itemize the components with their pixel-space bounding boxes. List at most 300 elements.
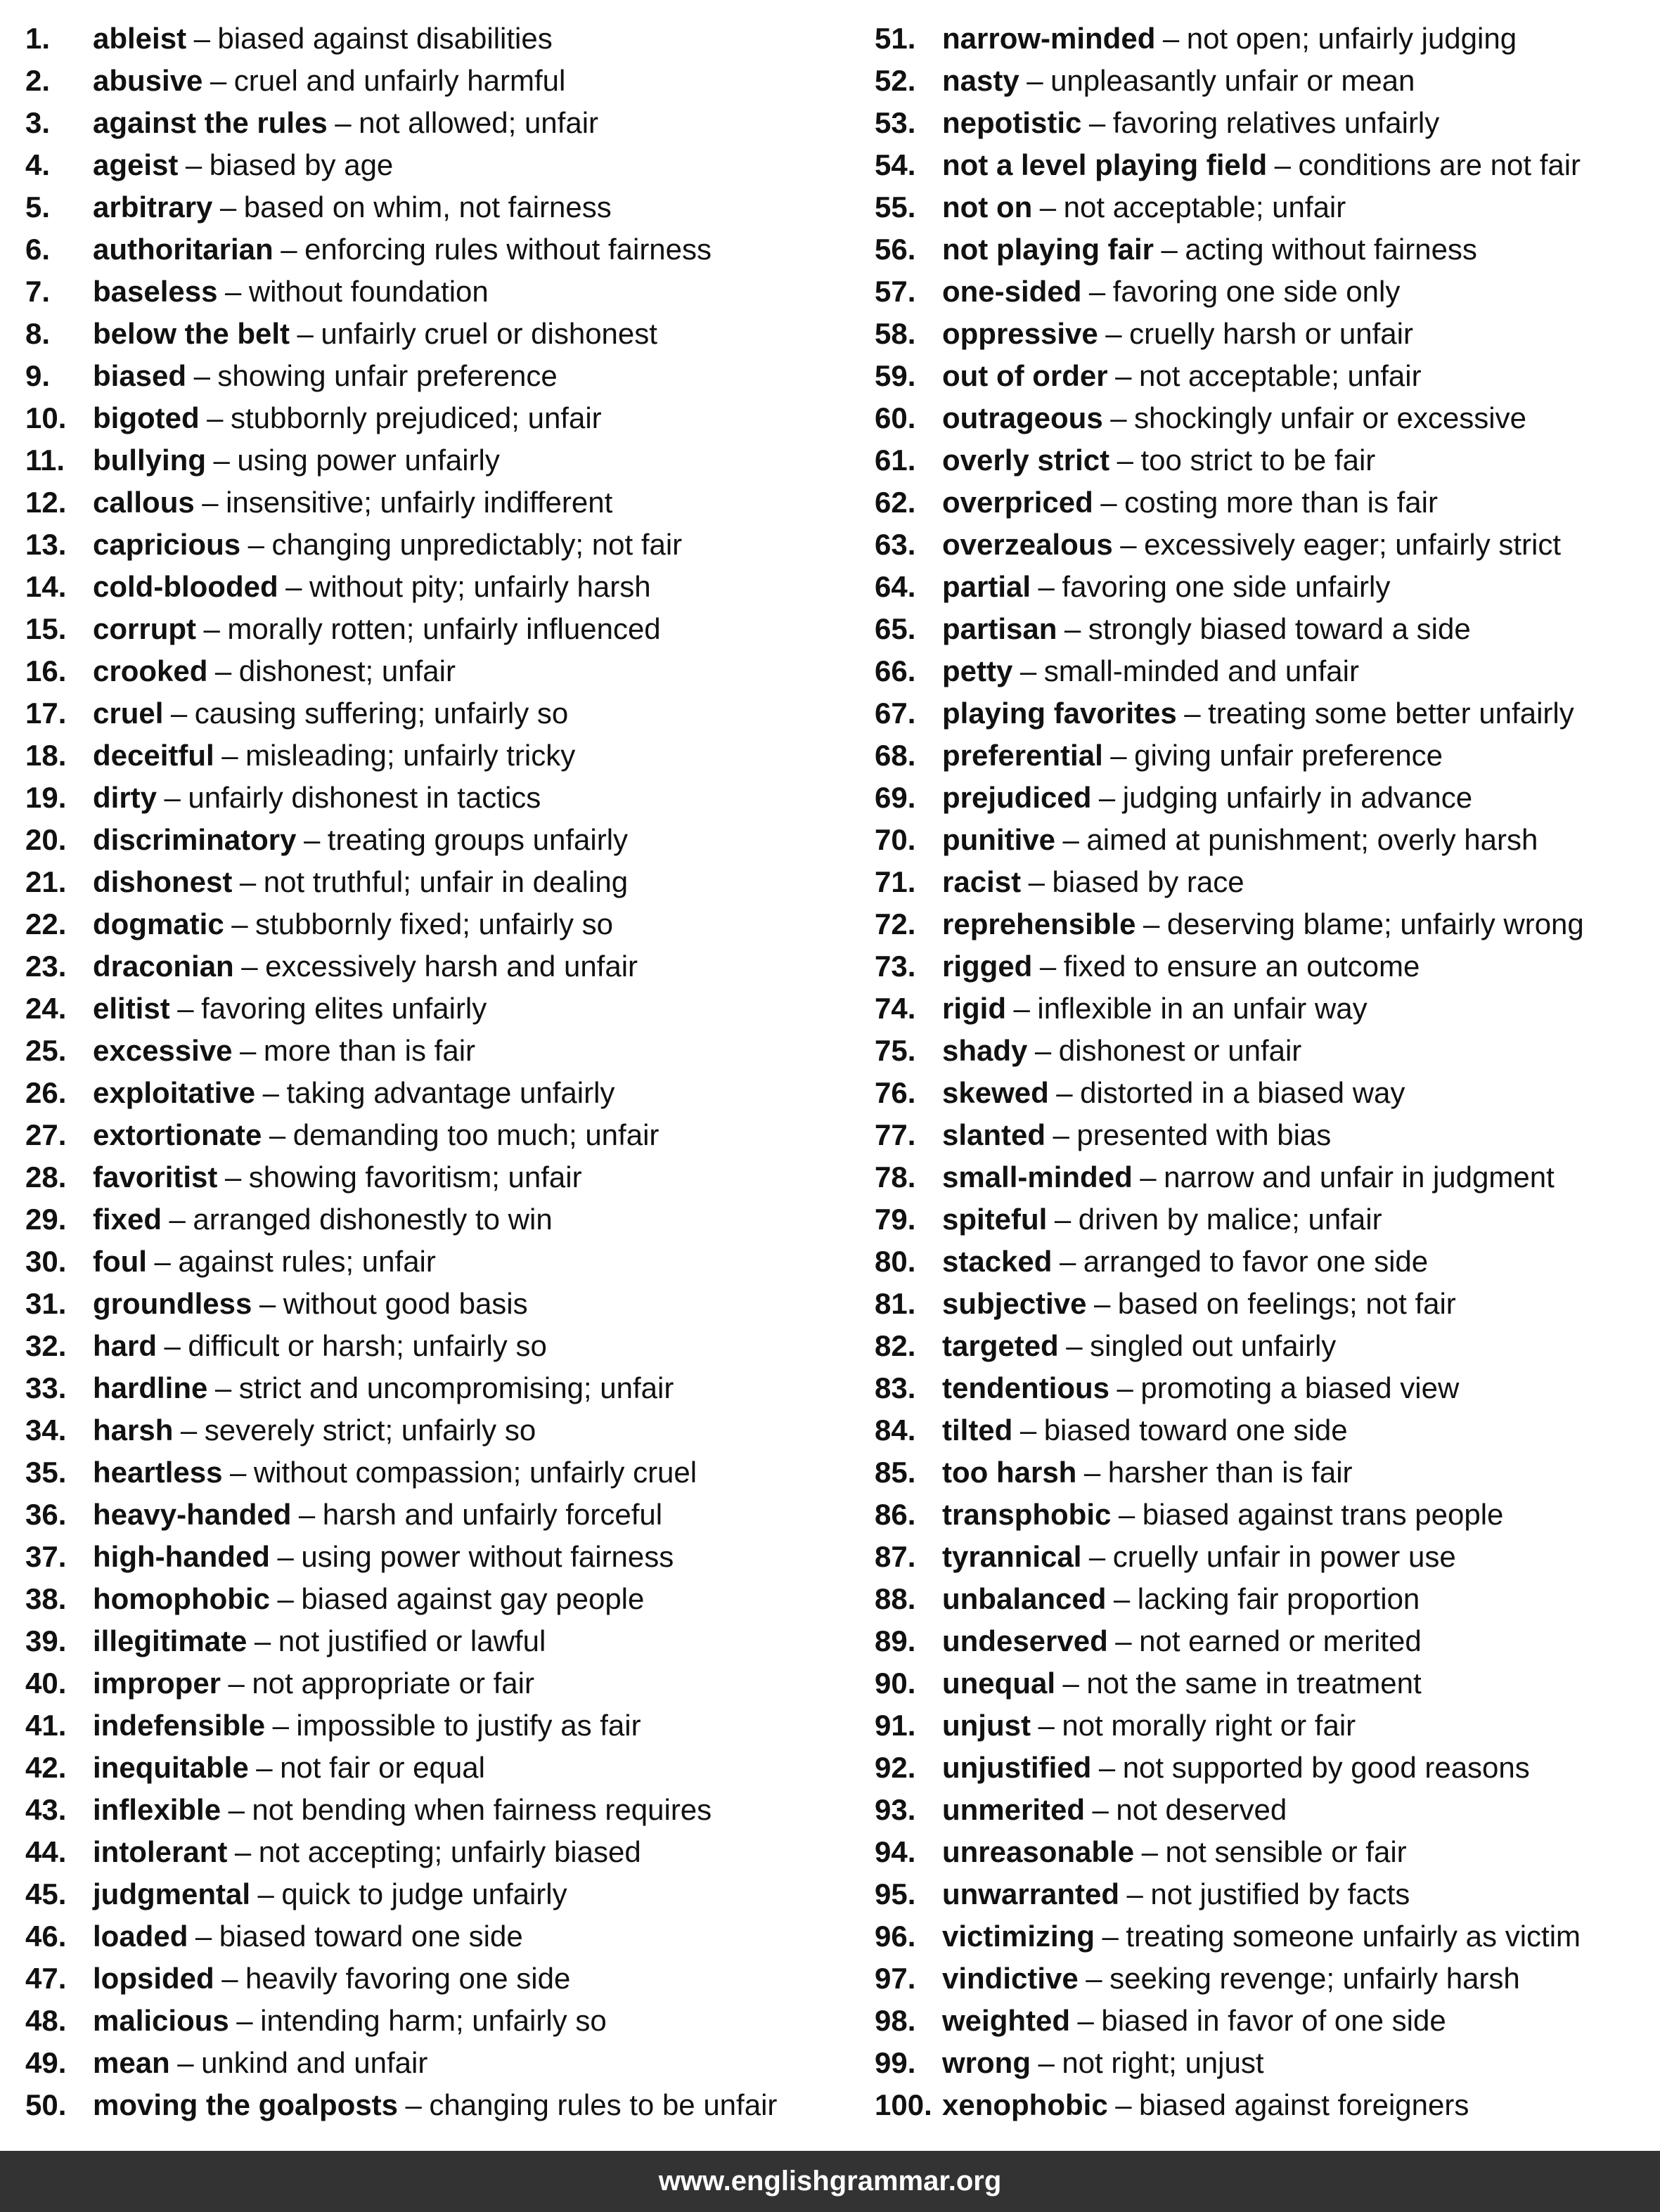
item-number: 3.: [25, 106, 51, 139]
item-definition: not truthful; unfair in dealing: [263, 865, 629, 898]
list-item: [875, 355, 1648, 397]
item-number: 60.: [875, 401, 916, 434]
item-definition: favoring one side only: [1112, 275, 1401, 308]
item-separator: –: [1117, 1371, 1133, 1404]
item-separator: –: [1105, 317, 1122, 350]
item-word: authoritarian: [93, 233, 274, 266]
list-item: [875, 988, 1648, 1030]
item-word: overpriced: [942, 486, 1093, 519]
item-number: 78.: [875, 1160, 916, 1194]
item-number: 13.: [25, 528, 67, 561]
item-word: ageist: [93, 148, 179, 181]
item-word: bigoted: [93, 401, 200, 434]
list-item: [875, 2000, 1648, 2042]
item-word: unequal: [942, 1667, 1056, 1700]
item-word: xenophobic: [942, 2088, 1108, 2121]
item-definition: strict and uncompromising; unfair: [238, 1371, 674, 1404]
item-separator: –: [203, 612, 220, 645]
item-number: 65.: [875, 612, 916, 645]
item-definition: unfairly dishonest in tactics: [188, 781, 541, 814]
item-word: partial: [942, 570, 1031, 603]
item-number: 98.: [875, 2004, 916, 2037]
item-definition: singled out unfairly: [1090, 1329, 1337, 1362]
list-item: [875, 1831, 1648, 1873]
item-separator: –: [1062, 1667, 1079, 1700]
item-definition: stubbornly prejudiced; unfair: [231, 401, 602, 434]
item-separator: –: [257, 1877, 274, 1910]
list-item: [875, 819, 1648, 861]
item-separator: –: [185, 148, 202, 181]
list-item: [25, 1536, 862, 1578]
item-number: 62.: [875, 486, 916, 519]
item-definition: severely strict; unfairly so: [204, 1414, 536, 1447]
list-item: [25, 945, 862, 988]
item-number: 37.: [25, 1540, 67, 1573]
item-definition: based on whim, not fairness: [243, 190, 612, 224]
item-definition: strongly biased toward a side: [1088, 612, 1471, 645]
item-definition: based on feelings; not fair: [1117, 1287, 1456, 1320]
item-number: 38.: [25, 1582, 67, 1615]
item-separator: –: [202, 486, 219, 519]
list-item: [25, 1620, 862, 1662]
list-item: [875, 1915, 1648, 1958]
item-word: baseless: [93, 275, 218, 308]
list-item: [875, 1662, 1648, 1705]
item-number: 91.: [875, 1709, 916, 1742]
list-item: [875, 186, 1648, 228]
item-definition: costing more than is fair: [1124, 486, 1438, 519]
item-number: 24.: [25, 992, 67, 1025]
list-item: [25, 1241, 862, 1283]
item-word: intolerant: [93, 1835, 228, 1868]
item-number: 72.: [875, 907, 916, 940]
item-number: 18.: [25, 739, 67, 772]
item-separator: –: [1039, 950, 1057, 983]
item-number: 46.: [25, 1920, 67, 1953]
item-separator: –: [1066, 1329, 1083, 1362]
item-definition: morally rotten; unfairly influenced: [227, 612, 661, 645]
item-definition: seeking revenge; unfairly harsh: [1109, 1962, 1520, 1995]
item-number: 56.: [875, 233, 916, 266]
item-definition: treating someone unfairly as victim: [1126, 1920, 1581, 1953]
item-definition: not appropriate or fair: [252, 1667, 534, 1700]
item-separator: –: [335, 106, 352, 139]
item-word: inequitable: [93, 1751, 249, 1784]
item-number: 84.: [875, 1414, 916, 1447]
footer-url[interactable]: www.englishgrammar.org: [658, 2166, 1002, 2197]
item-number: 42.: [25, 1751, 67, 1784]
item-definition: biased against gay people: [301, 1582, 645, 1615]
list-item: [875, 735, 1648, 777]
item-number: 40.: [25, 1667, 67, 1700]
item-word: weighted: [942, 2004, 1071, 2037]
item-definition: small-minded and unfair: [1043, 654, 1359, 687]
item-word: harsh: [93, 1414, 174, 1447]
item-separator: –: [277, 1582, 294, 1615]
list-item: [25, 988, 862, 1030]
list-item: [25, 1283, 862, 1325]
list-item: [25, 566, 862, 608]
item-definition: cruelly unfair in power use: [1112, 1540, 1456, 1573]
item-word: skewed: [942, 1076, 1049, 1109]
item-number: 11.: [25, 444, 65, 477]
item-word: subjective: [942, 1287, 1087, 1320]
item-definition: driven by malice; unfair: [1078, 1203, 1382, 1236]
list-item: [25, 2000, 862, 2042]
item-definition: cruel and unfairly harmful: [233, 64, 566, 97]
list-item: [875, 1873, 1648, 1915]
item-separator: –: [241, 950, 258, 983]
item-word: not a level playing field: [942, 148, 1268, 181]
item-number: 16.: [25, 654, 67, 687]
item-separator: –: [254, 1624, 271, 1657]
item-word: unjustified: [942, 1751, 1092, 1784]
item-word: prejudiced: [942, 781, 1092, 814]
item-definition: not fair or equal: [280, 1751, 485, 1784]
list-item: [875, 144, 1648, 186]
item-separator: –: [1056, 1076, 1073, 1109]
item-separator: –: [1083, 1456, 1101, 1489]
list-item: [875, 1536, 1648, 1578]
item-separator: –: [1028, 865, 1045, 898]
item-word: unwarranted: [942, 1877, 1120, 1910]
list-item: [25, 1705, 862, 1747]
list-item: [875, 1958, 1648, 2000]
item-definition: biased by race: [1052, 865, 1244, 898]
item-definition: treating some better unfairly: [1208, 697, 1574, 730]
item-separator: –: [164, 1329, 181, 1362]
item-separator: –: [1274, 148, 1291, 181]
item-definition: causing suffering; unfairly so: [194, 697, 569, 730]
item-number: 77.: [875, 1118, 916, 1151]
item-number: 20.: [25, 823, 67, 856]
item-word: lopsided: [93, 1962, 214, 1995]
item-separator: –: [213, 444, 230, 477]
item-word: high-handed: [93, 1540, 270, 1573]
item-word: indefensible: [93, 1709, 266, 1742]
item-number: 97.: [875, 1962, 916, 1995]
item-word: unbalanced: [942, 1582, 1107, 1615]
item-separator: –: [1038, 2046, 1055, 2079]
list-item: [25, 692, 862, 735]
item-word: improper: [93, 1667, 221, 1700]
item-definition: not justified or lawful: [278, 1624, 546, 1657]
item-number: 76.: [875, 1076, 916, 1109]
item-word: below the belt: [93, 317, 290, 350]
item-word: discriminatory: [93, 823, 297, 856]
item-separator: –: [1038, 570, 1055, 603]
list-item: [875, 1747, 1648, 1789]
item-definition: against rules; unfair: [178, 1245, 436, 1278]
item-word: spiteful: [942, 1203, 1048, 1236]
item-number: 58.: [875, 317, 916, 350]
list-item: [875, 777, 1648, 819]
item-word: capricious: [93, 528, 241, 561]
list-item: [875, 1367, 1648, 1409]
item-definition: not earned or merited: [1139, 1624, 1422, 1657]
item-separator: –: [1019, 654, 1037, 687]
item-number: 73.: [875, 950, 916, 983]
item-separator: –: [1088, 275, 1106, 308]
item-definition: giving unfair preference: [1134, 739, 1443, 772]
item-number: 70.: [875, 823, 916, 856]
item-separator: –: [1115, 359, 1132, 392]
item-word: narrow-minded: [942, 22, 1156, 55]
item-separator: –: [224, 275, 242, 308]
item-definition: biased by age: [209, 148, 394, 181]
list-item: [875, 1283, 1648, 1325]
item-definition: changing unpredictably; not fair: [271, 528, 683, 561]
item-word: draconian: [93, 950, 234, 983]
item-separator: –: [207, 401, 224, 434]
item-number: 4.: [25, 148, 51, 181]
item-definition: promoting a biased view: [1140, 1371, 1460, 1404]
list-item: [875, 1409, 1648, 1451]
item-word: partisan: [942, 612, 1057, 645]
item-word: deceitful: [93, 739, 214, 772]
list-item: [875, 1030, 1648, 1072]
list-item: [25, 1873, 862, 1915]
item-number: 85.: [875, 1456, 916, 1489]
item-number: 63.: [875, 528, 916, 561]
item-separator: –: [228, 1793, 245, 1826]
item-definition: biased against trans people: [1142, 1498, 1504, 1531]
item-word: unjust: [942, 1709, 1031, 1742]
item-word: stacked: [942, 1245, 1053, 1278]
item-number: 71.: [875, 865, 916, 898]
item-number: 31.: [25, 1287, 67, 1320]
list-item: [25, 1072, 862, 1114]
item-definition: not open; unfairly judging: [1186, 22, 1517, 55]
item-number: 39.: [25, 1624, 67, 1657]
list-item: [25, 1915, 862, 1958]
list-item: [875, 1198, 1648, 1241]
item-separator: –: [231, 907, 248, 940]
item-number: 12.: [25, 486, 67, 519]
list-item: [25, 102, 862, 144]
item-word: extortionate: [93, 1118, 262, 1151]
item-definition: excessively harsh and unfair: [265, 950, 638, 983]
item-separator: –: [1038, 1709, 1055, 1742]
list-item: [25, 650, 862, 692]
list-item: [25, 819, 862, 861]
item-word: homophobic: [93, 1582, 270, 1615]
list-item: [25, 1958, 862, 2000]
item-separator: –: [269, 1118, 286, 1151]
list-item: [875, 2042, 1648, 2084]
item-number: 45.: [25, 1877, 67, 1910]
item-number: 27.: [25, 1118, 67, 1151]
item-word: playing favorites: [942, 697, 1177, 730]
item-number: 32.: [25, 1329, 67, 1362]
item-word: cruel: [93, 697, 164, 730]
list-item: [25, 1831, 862, 1873]
item-number: 33.: [25, 1371, 67, 1404]
item-separator: –: [195, 1920, 212, 1953]
item-number: 99.: [875, 2046, 916, 2079]
item-definition: favoring one side unfairly: [1062, 570, 1391, 603]
item-definition: insensitive; unfairly indifferent: [226, 486, 613, 519]
item-definition: not accepting; unfairly biased: [258, 1835, 641, 1868]
footer-bar: [0, 2151, 1660, 2212]
item-separator: –: [1027, 64, 1043, 97]
item-number: 34.: [25, 1414, 67, 1447]
list-item: [25, 1030, 862, 1072]
list-item: [875, 1494, 1648, 1536]
list-item: [875, 397, 1648, 439]
item-definition: not acceptable; unfair: [1063, 190, 1346, 224]
item-word: dogmatic: [93, 907, 224, 940]
item-definition: more than is fair: [263, 1034, 476, 1067]
item-separator: –: [303, 823, 321, 856]
item-separator: –: [193, 22, 210, 55]
list-item: [25, 1156, 862, 1198]
item-word: arbitrary: [93, 190, 213, 224]
item-number: 52.: [875, 64, 916, 97]
item-number: 41.: [25, 1709, 67, 1742]
item-definition: shockingly unfair or excessive: [1134, 401, 1526, 434]
item-definition: unpleasantly unfair or mean: [1050, 64, 1415, 97]
item-number: 43.: [25, 1793, 67, 1826]
item-separator: –: [1120, 528, 1137, 561]
item-definition: demanding too much; unfair: [292, 1118, 660, 1151]
item-number: 19.: [25, 781, 67, 814]
item-definition: biased against foreigners: [1139, 2088, 1469, 2121]
item-number: 81.: [875, 1287, 916, 1320]
item-definition: taking advantage unfairly: [286, 1076, 615, 1109]
item-separator: –: [1184, 697, 1201, 730]
item-number: 80.: [875, 1245, 916, 1278]
list-item: [25, 144, 862, 186]
item-number: 30.: [25, 1245, 67, 1278]
item-number: 86.: [875, 1498, 916, 1531]
list-item: [25, 60, 862, 102]
item-number: 53.: [875, 106, 916, 139]
item-number: 57.: [875, 275, 916, 308]
item-definition: treating groups unfairly: [327, 823, 629, 856]
item-separator: –: [1115, 1624, 1132, 1657]
item-separator: –: [256, 1751, 273, 1784]
item-separator: –: [229, 1456, 247, 1489]
item-separator: –: [1053, 1118, 1069, 1151]
item-separator: –: [259, 1287, 276, 1320]
item-separator: –: [221, 1962, 238, 1995]
item-separator: –: [1161, 233, 1178, 266]
item-definition: misleading; unfairly tricky: [245, 739, 576, 772]
item-definition: too strict to be fair: [1140, 444, 1376, 477]
list-item: [25, 524, 862, 566]
item-word: victimizing: [942, 1920, 1095, 1953]
list-item: [875, 903, 1648, 945]
item-definition: narrow and unfair in judgment: [1164, 1160, 1555, 1194]
item-word: dishonest: [93, 865, 233, 898]
item-number: 2.: [25, 64, 51, 97]
item-word: not playing fair: [942, 233, 1154, 266]
item-separator: –: [219, 190, 237, 224]
item-word: hardline: [93, 1371, 208, 1404]
item-word: elitist: [93, 992, 170, 1025]
item-separator: –: [1117, 444, 1133, 477]
item-word: judgmental: [93, 1877, 251, 1910]
item-definition: difficult or harsh; unfairly so: [188, 1329, 547, 1362]
list-item: [875, 524, 1648, 566]
item-separator: –: [1062, 823, 1079, 856]
list-item: [875, 481, 1648, 524]
item-definition: aimed at punishment; overly harsh: [1086, 823, 1538, 856]
item-word: racist: [942, 865, 1022, 898]
item-number: 68.: [875, 739, 916, 772]
item-word: outrageous: [942, 401, 1103, 434]
list-item: [875, 102, 1648, 144]
item-separator: –: [1118, 1498, 1135, 1531]
list-item: [875, 1578, 1648, 1620]
item-definition: without pity; unfairly harsh: [309, 570, 651, 603]
item-separator: –: [193, 359, 210, 392]
list-item: [875, 271, 1648, 313]
item-word: groundless: [93, 1287, 252, 1320]
item-word: tendentious: [942, 1371, 1109, 1404]
item-number: 75.: [875, 1034, 916, 1067]
item-definition: not justified by facts: [1150, 1877, 1410, 1910]
list-item: [25, 1578, 862, 1620]
item-definition: deserving blame; unfairly wrong: [1166, 907, 1584, 940]
item-number: 15.: [25, 612, 67, 645]
item-number: 55.: [875, 190, 916, 224]
item-word: petty: [942, 654, 1013, 687]
list-item: [875, 650, 1648, 692]
item-definition: without compassion; unfairly cruel: [253, 1456, 697, 1489]
item-number: 1.: [25, 22, 51, 55]
item-word: mean: [93, 2046, 170, 2079]
item-definition: arranged to favor one side: [1083, 1245, 1429, 1278]
item-separator: –: [277, 1540, 294, 1573]
item-word: ableist: [93, 22, 187, 55]
item-number: 54.: [875, 148, 916, 181]
item-separator: –: [1059, 1245, 1076, 1278]
item-word: nasty: [942, 64, 1019, 97]
item-separator: –: [234, 1835, 252, 1868]
item-word: undeserved: [942, 1624, 1108, 1657]
item-definition: not morally right or fair: [1062, 1709, 1356, 1742]
item-separator: –: [1093, 1287, 1111, 1320]
item-number: 10.: [25, 401, 67, 434]
item-word: cold-blooded: [93, 570, 278, 603]
item-separator: –: [281, 233, 297, 266]
item-number: 95.: [875, 1877, 916, 1910]
item-word: heartless: [93, 1456, 223, 1489]
list-item: [875, 1620, 1648, 1662]
item-number: 29.: [25, 1203, 67, 1236]
item-separator: –: [1100, 486, 1117, 519]
item-definition: judging unfairly in advance: [1122, 781, 1473, 814]
item-definition: without good basis: [283, 1287, 528, 1320]
item-word: too harsh: [942, 1456, 1077, 1489]
word-list-column-right: [875, 18, 1648, 2126]
item-number: 90.: [875, 1667, 916, 1700]
list-item: [875, 1156, 1648, 1198]
list-item: [875, 228, 1648, 271]
item-number: 67.: [875, 697, 916, 730]
item-separator: –: [240, 1034, 257, 1067]
item-word: one-sided: [942, 275, 1082, 308]
item-word: hard: [93, 1329, 157, 1362]
item-word: corrupt: [93, 612, 196, 645]
item-separator: –: [1162, 22, 1180, 55]
item-separator: –: [1102, 1920, 1119, 1953]
item-word: foul: [93, 1245, 147, 1278]
list-item: [25, 1198, 862, 1241]
item-word: callous: [93, 486, 195, 519]
